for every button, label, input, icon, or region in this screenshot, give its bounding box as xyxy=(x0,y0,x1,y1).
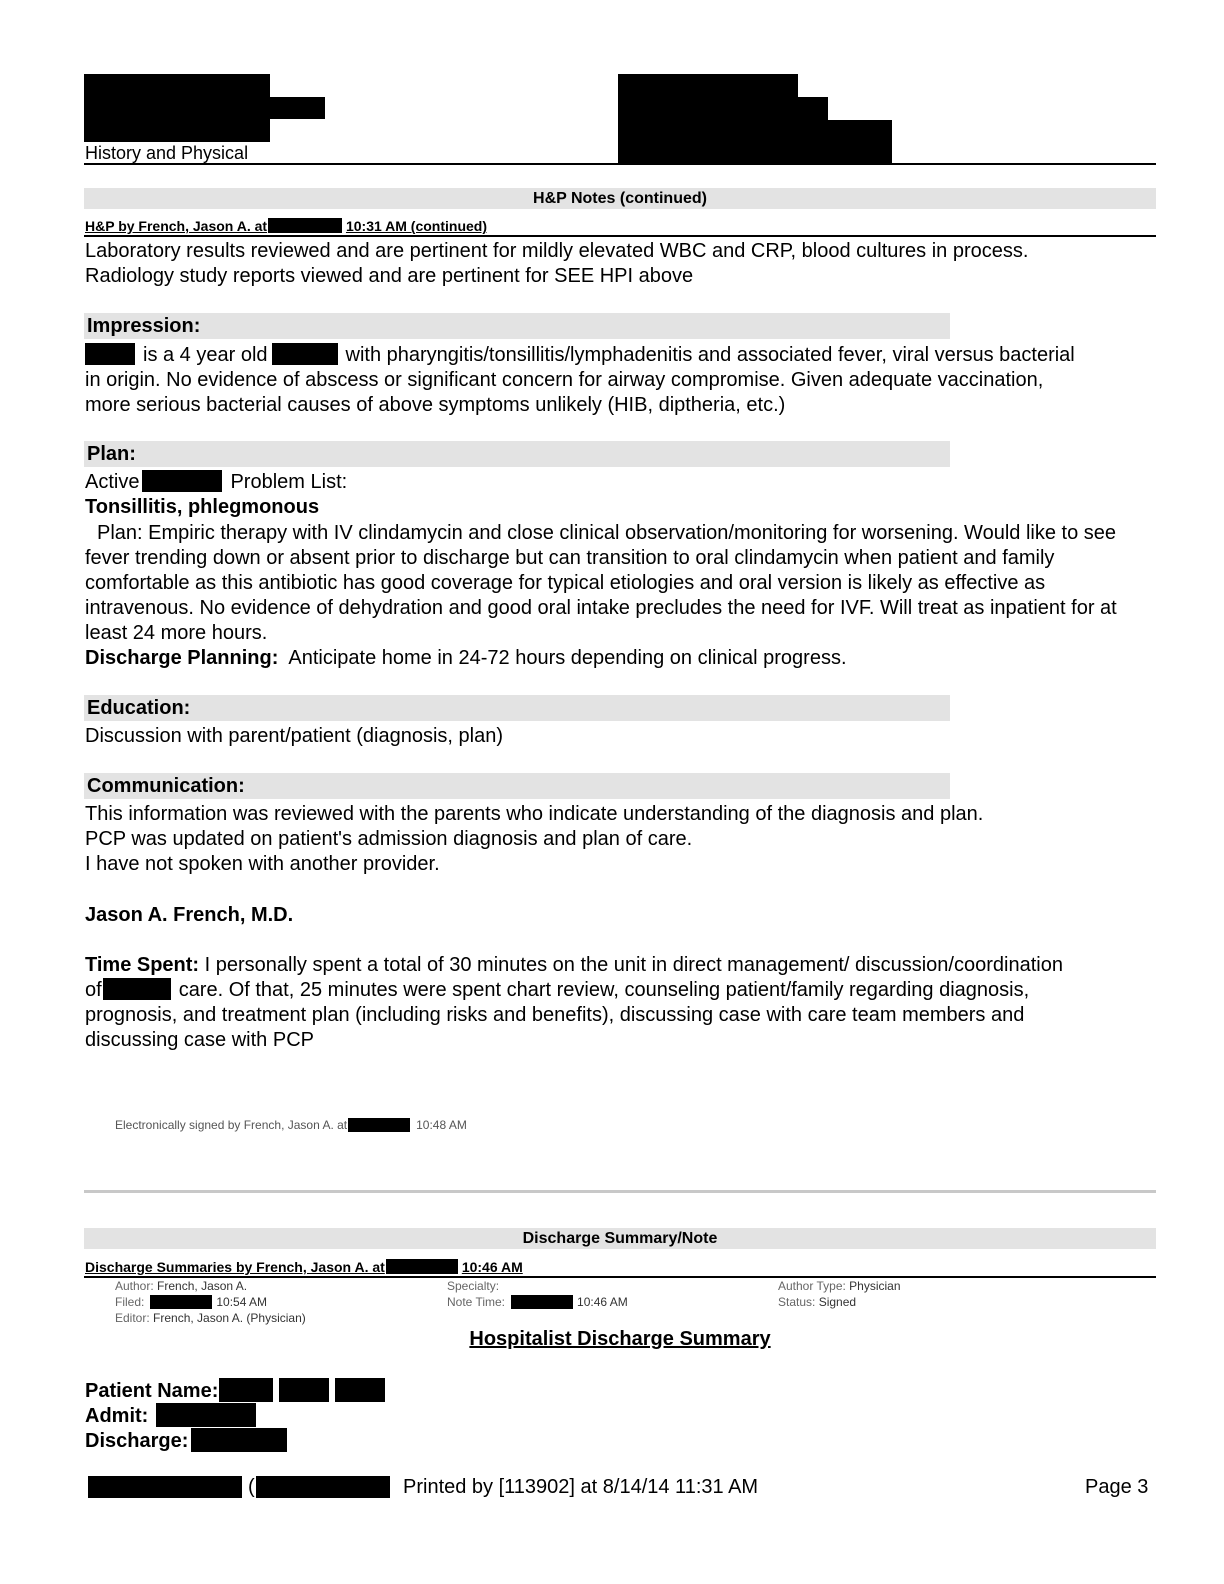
communication-line-2: PCP was updated on patient's admission diagnosis and plan of care. xyxy=(85,828,693,850)
redacted-sex xyxy=(272,343,338,365)
plan-heading: Plan: xyxy=(87,443,136,465)
hp-note-header-suffix: 10:31 AM (continued) xyxy=(345,218,487,234)
filed-row xyxy=(115,1295,267,1310)
discharge-note-header xyxy=(85,1259,523,1276)
esign-prefix: Electronically signed by French, Jason A. at xyxy=(115,1118,348,1132)
author-label: Author: xyxy=(115,1279,154,1293)
time-spent-text-1: I personally spent a total of 30 minutes on the unit in direct management/ discussion/coordination xyxy=(204,954,1063,976)
editor-label: Editor: xyxy=(115,1311,150,1325)
impression-part-2: with pharyngitis/tonsillitis/lymphadenitis and associated fever, viral versus bacterial xyxy=(345,344,1075,366)
time-spent-line-3: prognosis, and treatment plan (including risks and benefits), discussing case with care team members and xyxy=(85,1004,1025,1026)
communication-band xyxy=(84,773,950,799)
impression-line-1 xyxy=(85,343,1075,368)
redacted-block xyxy=(142,470,222,492)
redacted-block xyxy=(103,978,171,1000)
active-prefix: Active xyxy=(85,471,140,493)
discharge-summary-band: Discharge Summary/Note xyxy=(84,1228,1156,1249)
filed-label: Filed: xyxy=(115,1295,145,1309)
author-type-value: Physician xyxy=(849,1279,901,1293)
section-divider xyxy=(84,1190,1156,1193)
redacted-discharge-date xyxy=(191,1428,287,1452)
redacted-date xyxy=(348,1118,410,1132)
redacted-block xyxy=(798,97,828,164)
note-time-row xyxy=(447,1295,628,1310)
discharge-planning-label: Discharge Planning: xyxy=(85,647,279,669)
hp-note-header xyxy=(85,218,487,235)
status-value: Signed xyxy=(818,1295,857,1309)
impression-line-3: more serious bacterial causes of above symptoms unlikely (HIB, diptheria, etc.) xyxy=(85,394,786,416)
discharge-planning xyxy=(85,646,847,671)
status-row xyxy=(778,1295,856,1310)
admit-row xyxy=(85,1403,256,1429)
printed-by: Printed by [113902] at 8/14/14 11:31 AM xyxy=(403,1476,759,1498)
redacted-block xyxy=(828,120,892,164)
redacted-date xyxy=(150,1295,212,1309)
author-row xyxy=(115,1279,247,1294)
discharge-summary-title: Hospitalist Discharge Summary xyxy=(469,1328,771,1350)
note-time-value: 10:46 AM xyxy=(577,1295,628,1309)
education-text: Discussion with parent/patient (diagnosis, plan) xyxy=(85,725,503,747)
patient-name-label: Patient Name: xyxy=(85,1380,219,1402)
discharge-row xyxy=(85,1428,287,1454)
physician-signature: Jason A. French, M.D. xyxy=(85,904,294,926)
plan-text: Plan: Empiric therapy with IV clindamycin and close clinical observation/monitoring for worsening. Would like to see fever trending down or absent prior to discharge but can transition to oral clindamycin when patient and family comfortable as this antibiotic has good coverage for typical etiologies and oral version is likely as effective as intravenous. No evidence of dehydration and good oral intake precludes the need for IVF. Will treat as inpatient for at least 24 more hours. xyxy=(85,522,1117,644)
author-type-label: Author Type: xyxy=(778,1279,846,1293)
filed-time: 10:54 AM xyxy=(216,1295,268,1309)
document-type: History and Physical xyxy=(85,143,249,163)
time-spent-label: Time Spent: xyxy=(85,954,200,976)
page-number: Page 3 xyxy=(1085,1476,1149,1498)
esign-time: 10:48 AM xyxy=(416,1118,467,1132)
discharge-header-rule xyxy=(84,1276,1156,1278)
redacted-date xyxy=(511,1295,573,1309)
communication-line-1: This information was reviewed with the parents who indicate understanding of the diagnosis and plan. xyxy=(85,803,984,825)
specialty-row xyxy=(447,1279,499,1294)
impression-part-1: is a 4 year old xyxy=(143,344,268,366)
discharge-date-label: Discharge: xyxy=(85,1430,189,1452)
footer-paren: ( xyxy=(248,1476,255,1498)
status-label: Status: xyxy=(778,1295,816,1309)
redacted-block xyxy=(256,1476,390,1498)
specialty-label: Specialty: xyxy=(447,1279,500,1293)
electronic-signature xyxy=(115,1118,467,1133)
education-band xyxy=(84,695,950,721)
author-value: French, Jason A. xyxy=(157,1279,248,1293)
radiology-line: Radiology study reports viewed and are pertinent for SEE HPI above xyxy=(85,265,694,287)
time-spent-text-2: care. Of that, 25 minutes were spent chart review, counseling patient/family regarding diagnosis, xyxy=(178,979,1030,1001)
author-type-row xyxy=(778,1279,901,1294)
redacted-block xyxy=(270,97,325,119)
hp-note-header-prefix: H&P by French, Jason A. at xyxy=(85,218,268,234)
lab-results-line: Laboratory results reviewed and are pertinent for mildly elevated WBC and CRP, blood cultures in process. xyxy=(85,240,1029,262)
time-spent-of: of xyxy=(85,979,102,1001)
time-spent-line-2 xyxy=(85,978,1029,1003)
active-problem-list xyxy=(85,470,347,495)
discharge-planning-text: Anticipate home in 24-72 hours depending on clinical progress. xyxy=(288,647,847,669)
communication-line-3: I have not spoken with another provider. xyxy=(85,853,440,875)
redacted-last-name xyxy=(335,1378,385,1402)
plan-band xyxy=(84,441,950,467)
redacted-date xyxy=(386,1259,458,1274)
problem-title: Tonsillitis, phlegmonous xyxy=(85,496,320,518)
education-heading: Education: xyxy=(87,697,191,719)
discharge-header-time: 10:46 AM xyxy=(461,1259,523,1275)
redacted-block xyxy=(618,74,798,164)
time-spent-line-1 xyxy=(85,953,1063,978)
admit-label: Admit: xyxy=(85,1405,149,1427)
editor-value: French, Jason A. (Physician) xyxy=(153,1311,306,1325)
discharge-header-prefix: Discharge Summaries by French, Jason A. at xyxy=(85,1259,385,1275)
redacted-first-name xyxy=(219,1378,273,1402)
active-suffix: Problem List: xyxy=(230,471,348,493)
hp-notes-band: H&P Notes (continued) xyxy=(84,188,1156,209)
redacted-middle-name xyxy=(279,1378,329,1402)
communication-heading: Communication: xyxy=(87,775,245,797)
impression-heading: Impression: xyxy=(87,315,201,337)
time-spent-line-4: discussing case with PCP xyxy=(85,1029,314,1051)
header-rule xyxy=(84,163,1156,165)
redacted-name xyxy=(85,343,135,365)
note-time-label: Note Time: xyxy=(447,1295,506,1309)
redacted-admit-date xyxy=(156,1403,256,1427)
redacted-date xyxy=(268,218,342,233)
redacted-block xyxy=(84,74,270,142)
redacted-block xyxy=(88,1476,242,1498)
hp-note-header-rule xyxy=(84,235,1156,237)
patient-name-row xyxy=(85,1378,385,1404)
editor-row xyxy=(115,1311,306,1326)
impression-line-2: in origin. No evidence of abscess or significant concern for airway compromise. Given adequate vaccination, xyxy=(85,369,1044,391)
impression-band xyxy=(84,313,950,339)
